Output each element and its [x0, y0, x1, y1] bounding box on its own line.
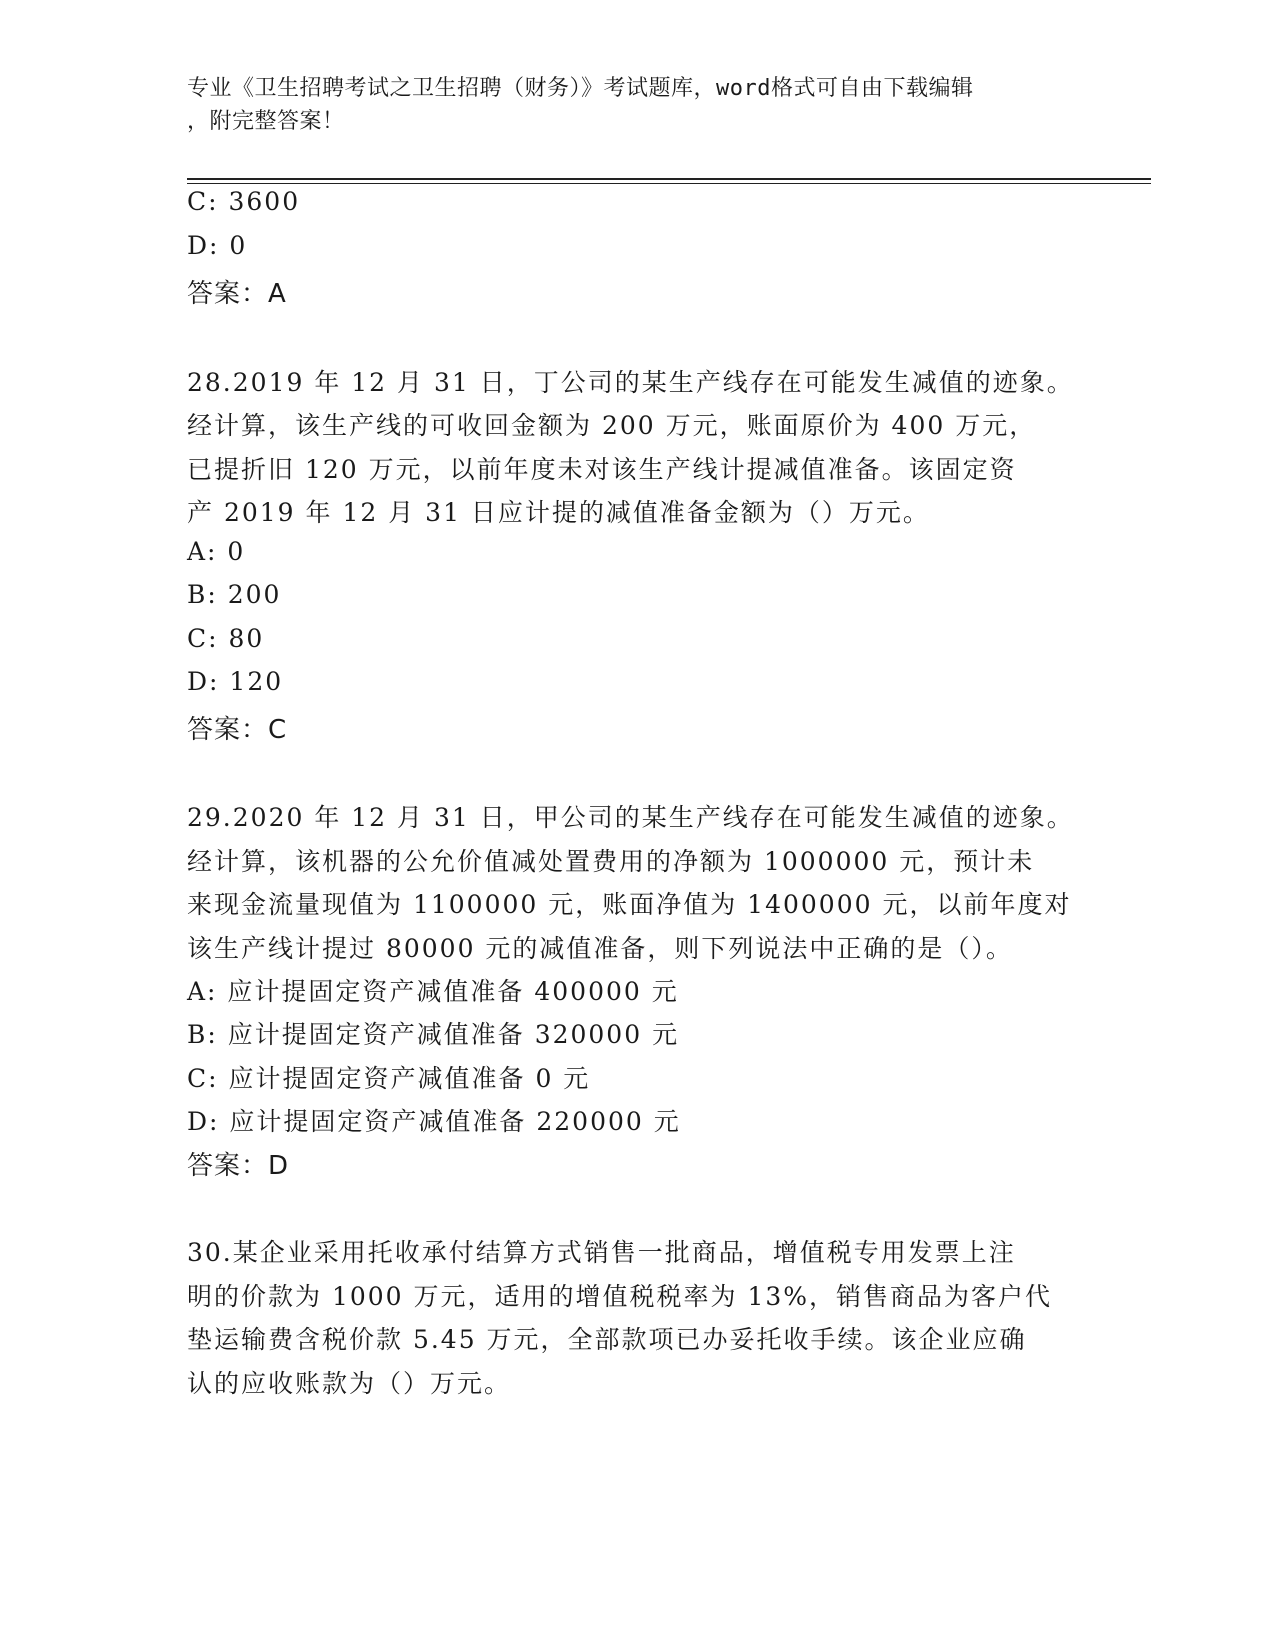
prev-option-d: D: 0 — [187, 231, 248, 260]
q29-answer: 答案：D — [187, 1151, 290, 1181]
q30-text-line-1: 30.某企业采用托收承付结算方式销售一批商品，增值税专用发票上注 — [187, 1238, 1016, 1267]
q29-text-line-3: 来现金流量现值为 1100000 元，账面净值为 1400000 元，以前年度对 — [187, 890, 1072, 919]
q30-text-line-2: 明的价款为 1000 万元，适用的增值税税率为 13%，销售商品为客户代 — [187, 1282, 1053, 1311]
q28-option-a: A: 0 — [187, 537, 246, 566]
header-divider-thin — [187, 183, 1151, 184]
q28-text-line-2: 经计算，该生产线的可收回金额为 200 万元，账面原价为 400 万元， — [187, 411, 1037, 440]
q29-text-line-1: 29.2020 年 12 月 31 日，甲公司的某生产线存在可能发生减值的迹象。 — [187, 803, 1074, 832]
header-title-line-1: 专业《卫生招聘考试之卫生招聘（财务）》考试题库，word格式可自由下载编辑 — [187, 76, 974, 101]
q28-option-d: D: 120 — [187, 667, 284, 696]
q29-option-a: A: 应计提固定资产减值准备 400000 元 — [187, 977, 679, 1006]
q29-option-c: C: 应计提固定资产减值准备 0 元 — [187, 1064, 591, 1093]
q28-text-line-3: 已提折旧 120 万元，以前年度未对该生产线计提减值准备。该固定资 — [187, 455, 1017, 484]
q28-option-c: C: 80 — [187, 624, 265, 653]
q29-text-line-2: 经计算，该机器的公允价值减处置费用的净额为 1000000 元，预计未 — [187, 847, 1035, 876]
prev-option-c: C: 3600 — [187, 187, 301, 216]
header-divider-thick — [187, 178, 1151, 180]
page-header — [187, 72, 1087, 138]
q28-text-line-4: 产 2019 年 12 月 31 日应计提的减值准备金额为（）万元。 — [187, 498, 930, 527]
q29-option-b: B: 应计提固定资产减值准备 320000 元 — [187, 1020, 680, 1049]
q29-text-line-4: 该生产线计提过 80000 元的减值准备，则下列说法中正确的是（）。 — [187, 934, 1013, 963]
q28-answer: 答案：C — [187, 715, 288, 745]
q28-option-b: B: 200 — [187, 580, 282, 609]
q29-option-d: D: 应计提固定资产减值准备 220000 元 — [187, 1107, 681, 1136]
q30-text-line-3: 垫运输费含税价款 5.45 万元，全部款项已办妥托收手续。该企业应确 — [187, 1325, 1027, 1354]
header-title-line-2: ，附完整答案！ — [187, 109, 345, 134]
q28-text-line-1: 28.2019 年 12 月 31 日，丁公司的某生产线存在可能发生减值的迹象。 — [187, 368, 1074, 397]
prev-answer: 答案：A — [187, 279, 287, 309]
q30-text-line-4: 认的应收账款为（）万元。 — [187, 1369, 512, 1398]
